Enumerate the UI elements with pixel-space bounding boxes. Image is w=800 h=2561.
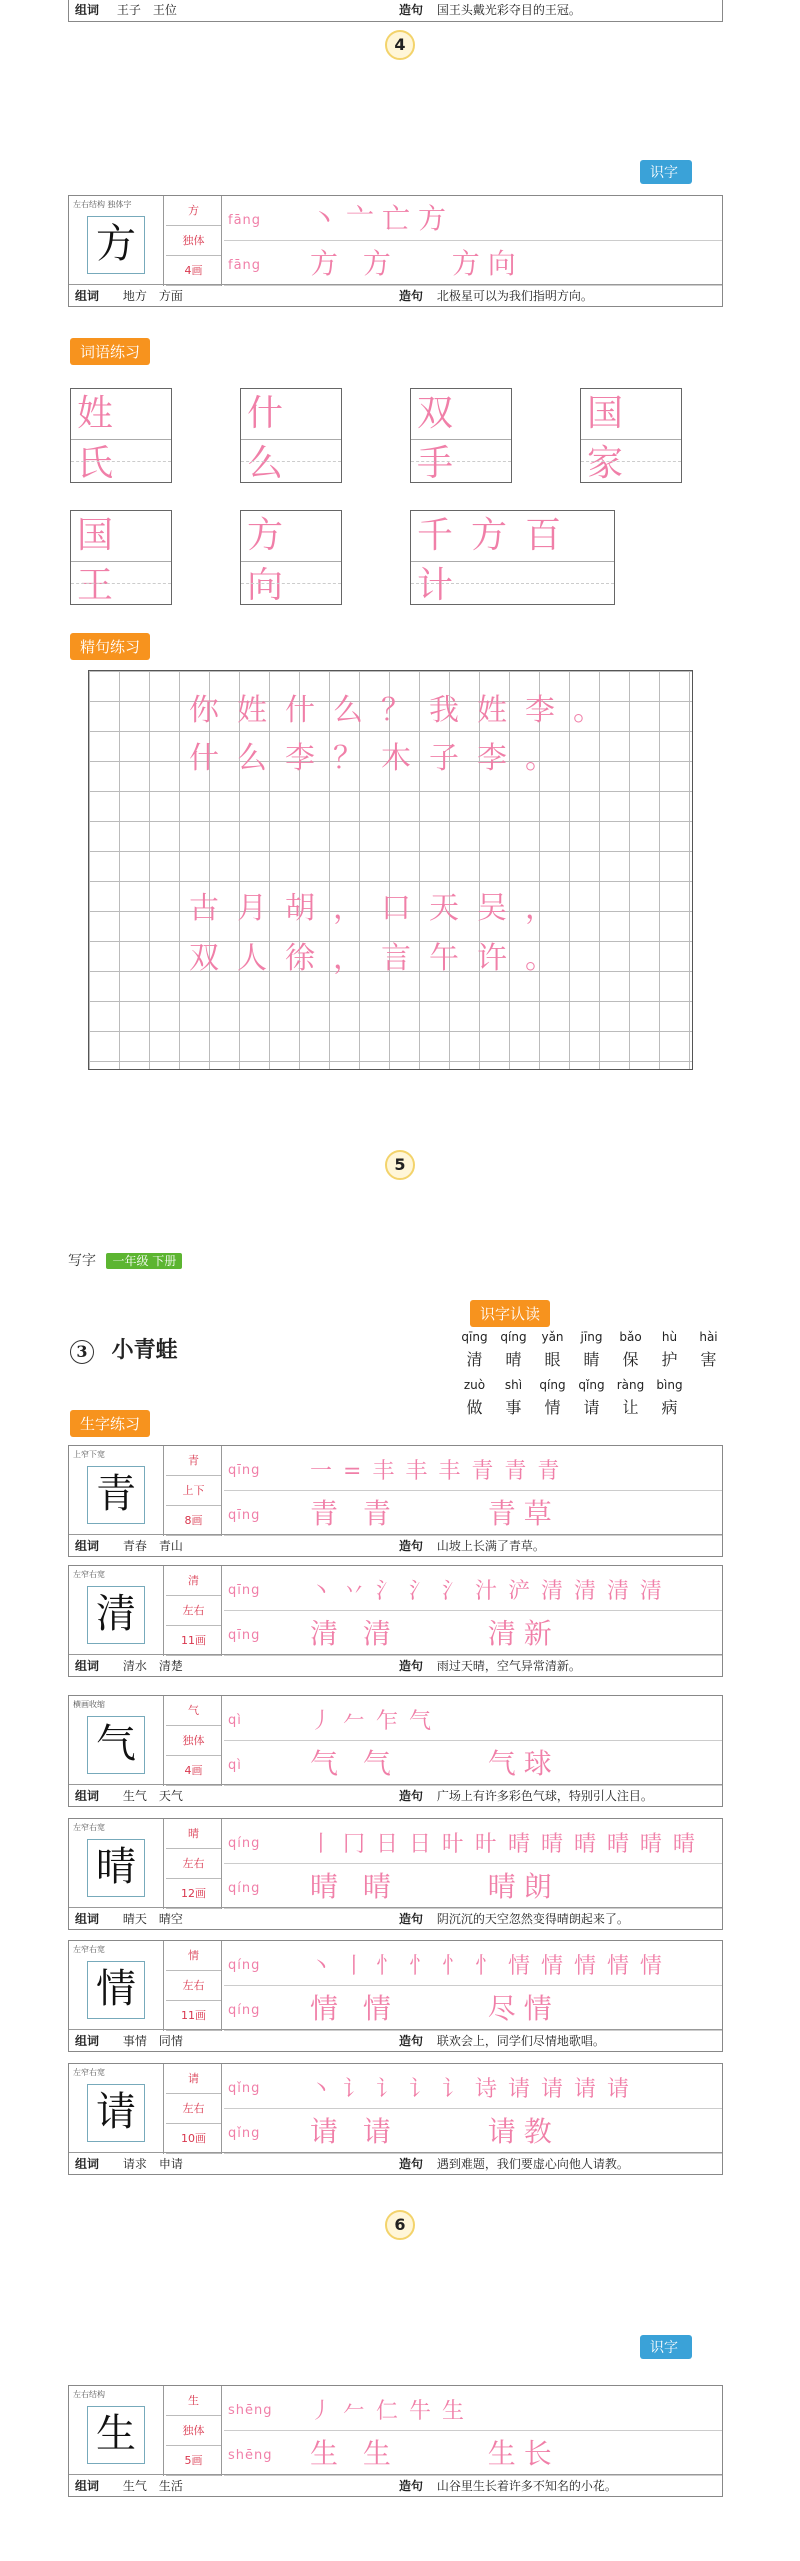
practice-row xyxy=(224,1864,722,1909)
words: 生气 生活 xyxy=(122,2479,183,2493)
word-box xyxy=(410,510,615,605)
lesson-title xyxy=(70,1333,178,1364)
char-meta xyxy=(166,1819,222,1909)
foot-label: 组词 xyxy=(75,1659,100,1673)
section-title-juzi: 精句练习 xyxy=(70,633,150,660)
sent-label: 造句 xyxy=(399,2034,424,2048)
sentence: 联欢会上，同学们尽情地歌唱。 xyxy=(436,2034,605,2048)
stroke-order: 丶 丨 忄 忄 忄 忄 情 情 情 情 情 xyxy=(310,1954,664,1979)
page-number: 4 xyxy=(385,30,415,60)
sentence-row xyxy=(399,1785,653,1807)
structure: 左右 xyxy=(166,1971,221,2001)
word: 什么 xyxy=(247,393,302,484)
structure-hint: 上窄下宽 xyxy=(73,1450,105,1459)
stroke-count: 8画 xyxy=(166,1506,221,1536)
foot-label: 组词 xyxy=(75,2157,100,2171)
sentence-row xyxy=(399,1908,629,1930)
card-foot xyxy=(69,2029,722,2051)
stroke-row xyxy=(224,1696,722,1741)
structure-hint: 左窄右宽 xyxy=(73,1823,105,1832)
writing-grid xyxy=(224,2386,722,2476)
stroke-row xyxy=(224,1819,722,1864)
radical: 方 xyxy=(166,196,221,226)
radical: 气 xyxy=(166,1696,221,1726)
char-meta xyxy=(166,2064,222,2154)
big-char: 青 xyxy=(87,1466,145,1524)
card-foot xyxy=(69,1534,722,1556)
stroke-row xyxy=(224,2064,722,2109)
sent-label: 造句 xyxy=(399,2479,424,2493)
practice-chars: 请 请 请教 xyxy=(310,2115,560,2148)
foot-label: 组词 xyxy=(75,2034,100,2048)
stroke-row xyxy=(224,1446,722,1491)
words: 请求 申请 xyxy=(122,2157,183,2171)
words: 事情 同情 xyxy=(122,2034,183,2048)
char-meta xyxy=(166,1446,222,1536)
practice-chars: 晴 晴 晴朗 xyxy=(310,1870,560,1903)
structure-hint: 左窄右宽 xyxy=(73,1945,105,1954)
practice-chars: 气 气 气球 xyxy=(310,1747,560,1780)
char-box xyxy=(69,196,164,286)
practice-row xyxy=(224,241,722,286)
lesson-name: 小青蛙 xyxy=(111,1337,178,1363)
practice-row xyxy=(224,1986,722,2031)
practice-chars: 清 清 清新 xyxy=(310,1617,560,1650)
words: 生气 天气 xyxy=(122,1789,183,1803)
grade-badge: 一年级 下册 xyxy=(106,1253,182,1269)
stroke-count: 4画 xyxy=(166,1756,221,1786)
word-box xyxy=(240,510,342,605)
structure: 左右 xyxy=(166,2094,221,2124)
pinyin: qīng xyxy=(228,1463,261,1478)
word: 国家 xyxy=(587,393,642,484)
practice-chars: 青 青 青草 xyxy=(310,1497,560,1530)
big-char: 晴 xyxy=(87,1839,145,1897)
structure: 左右 xyxy=(166,1849,221,1879)
pinyin: qīng xyxy=(228,1508,261,1523)
card-foot xyxy=(69,1784,722,1806)
pinyin: qíng xyxy=(228,1836,261,1851)
char-card xyxy=(68,2063,723,2175)
shizi-tag: 识字 xyxy=(640,2335,692,2359)
pinyin: fāng xyxy=(228,258,262,273)
big-char: 气 xyxy=(87,1716,145,1774)
word-box xyxy=(410,388,512,483)
big-char: 方 xyxy=(87,216,145,274)
foot-label: 组词 xyxy=(75,1789,100,1803)
writing-grid xyxy=(224,1941,722,2031)
word: 方向 xyxy=(247,515,302,606)
section-title-rendu: 识字认读 xyxy=(470,1300,550,1327)
big-char: 清 xyxy=(87,1586,145,1644)
sentence-line: 古月胡，口天吴， xyxy=(189,891,573,926)
stroke-order: 一 = 丰 丰 丰 青 青 青 xyxy=(310,1459,562,1484)
sentence-line: 双人徐，言午许。 xyxy=(189,941,573,976)
section-title-practice: 生字练习 xyxy=(70,1410,150,1437)
words: 地方 方面 xyxy=(122,289,183,303)
radical: 青 xyxy=(166,1446,221,1476)
char-meta xyxy=(166,1941,222,2031)
practice-chars: 生 生 生长 xyxy=(310,2437,560,2470)
pinyin-row: qīng qíng yǎn jīng bǎo hù hài xyxy=(461,1330,718,1344)
char-box xyxy=(69,2064,164,2154)
char-card xyxy=(68,1818,723,1930)
word: 千方百计 xyxy=(417,515,580,606)
sentence: 山谷里生长着许多不知名的小花。 xyxy=(436,2479,617,2493)
big-char: 生 xyxy=(87,2406,145,2464)
sentence-line: 什么李？木子李。 xyxy=(189,741,573,776)
sentence-row xyxy=(399,2030,605,2052)
structure-hint: 左窄右宽 xyxy=(73,1570,105,1579)
top-word-band xyxy=(68,0,723,22)
stroke-order: 丶 丷 氵 氵 氵 汁 浐 清 清 清 清 xyxy=(310,1579,664,1604)
char-box xyxy=(69,2386,164,2476)
card-foot xyxy=(69,1907,722,1929)
words: 青春 青山 xyxy=(122,1539,183,1553)
stroke-count: 5画 xyxy=(166,2446,221,2476)
pinyin: qīng xyxy=(228,1583,261,1598)
sent-label: 造句 xyxy=(399,289,424,303)
char-box xyxy=(69,1819,164,1909)
hanzi-row: 清 晴 眼 睛 保 护 害 xyxy=(466,1350,717,1369)
stroke-order: 丶 讠 讠 讠 讠 诗 请 请 请 请 xyxy=(310,2077,631,2102)
pinyin: qǐng xyxy=(228,2081,261,2096)
sentence-row xyxy=(399,0,581,20)
writing-grid xyxy=(224,1819,722,1909)
char-card xyxy=(68,1565,723,1677)
char-card xyxy=(68,1940,723,2052)
practice-chars: 情 情 尽情 xyxy=(310,1992,560,2025)
radical: 请 xyxy=(166,2064,221,2094)
char-card xyxy=(68,2385,723,2497)
word: 国王 xyxy=(77,515,132,606)
book-logo xyxy=(68,1250,182,1270)
writing-grid xyxy=(224,1446,722,1536)
practice-row xyxy=(224,1741,722,1786)
stroke-row xyxy=(224,1566,722,1611)
stroke-count: 10画 xyxy=(166,2124,221,2154)
writing-grid xyxy=(224,2064,722,2154)
word-box xyxy=(70,388,172,483)
sentence-grid xyxy=(88,670,693,1070)
writing-grid xyxy=(224,1566,722,1656)
lesson-number: 3 xyxy=(70,1340,94,1364)
practice-row xyxy=(224,1491,722,1536)
word: 双手 xyxy=(417,393,472,484)
char-box xyxy=(69,1941,164,2031)
pinyin: shēng xyxy=(228,2448,273,2463)
char-meta xyxy=(166,2386,222,2476)
writing-grid xyxy=(224,196,722,286)
sent-label: 造句 xyxy=(399,1912,424,1926)
stroke-order: 丿 𠂉 仁 牛 生 xyxy=(310,2399,466,2424)
pinyin: qǐng xyxy=(228,2126,261,2141)
practice-row xyxy=(224,1611,722,1656)
stroke-order: 丨 冂 日 日 旪 旪 晴 晴 晴 晴 晴 晴 xyxy=(310,1832,697,1857)
radical: 清 xyxy=(166,1566,221,1596)
sentence: 山坡上长满了青草。 xyxy=(436,1539,545,1553)
pinyin: qīng xyxy=(228,1628,261,1643)
card-foot xyxy=(69,284,722,306)
practice-row xyxy=(224,2109,722,2154)
sent-label: 造句 xyxy=(399,1659,424,1673)
sentence-line: 你姓什么？我姓李。 xyxy=(189,693,621,728)
structure-hint: 左右结构 xyxy=(73,2390,105,2399)
stroke-order: 丶亠亡方 xyxy=(310,202,455,235)
pinyin: fāng xyxy=(228,213,262,228)
char-box xyxy=(69,1696,164,1786)
char-meta xyxy=(166,1566,222,1656)
word: 姓氏 xyxy=(77,393,132,484)
structure: 独体 xyxy=(166,1726,221,1756)
char-meta xyxy=(166,1696,222,1786)
structure-hint: 左窄右宽 xyxy=(73,2068,105,2077)
practice-chars: 方 方 方向 xyxy=(310,247,524,280)
structure-hint: 左右结构 独体字 xyxy=(73,200,132,209)
card-foot xyxy=(69,2152,722,2174)
pinyin: qì xyxy=(228,1713,242,1728)
hanzi-row: 做 事 情 请 让 病 xyxy=(466,1398,678,1417)
pinyin-row: zuò shì qíng qǐng ràng bìng xyxy=(463,1378,683,1392)
char-card xyxy=(68,1445,723,1557)
big-char: 情 xyxy=(87,1961,145,2019)
section-title-ciyu: 词语练习 xyxy=(70,338,150,365)
pinyin: qíng xyxy=(228,2003,261,2018)
structure-hint: 横画收缩 xyxy=(73,1700,105,1709)
foot-label: 组词 xyxy=(75,1912,100,1926)
stroke-count: 4画 xyxy=(166,256,221,286)
radical: 晴 xyxy=(166,1819,221,1849)
sentence: 雨过天晴，空气异常清新。 xyxy=(436,1659,581,1673)
sentence-row xyxy=(399,1655,581,1677)
word-box xyxy=(70,510,172,605)
sentence-row xyxy=(399,285,593,307)
foot-label: 组词 xyxy=(75,289,100,303)
pinyin: qì xyxy=(228,1758,242,1773)
sent-label: 造句 xyxy=(399,1539,424,1553)
sentence-row xyxy=(399,1535,545,1557)
card-foot xyxy=(69,2474,722,2496)
foot-label: 组词 xyxy=(75,2479,100,2493)
char-box xyxy=(69,1566,164,1656)
writing-grid xyxy=(224,1696,722,1786)
char-meta xyxy=(166,196,222,286)
stroke-count: 11画 xyxy=(166,1626,221,1656)
big-char: 请 xyxy=(87,2084,145,2142)
page-number: 6 xyxy=(385,2210,415,2240)
structure: 左右 xyxy=(166,1596,221,1626)
sentence: 国王头戴光彩夺目的王冠。 xyxy=(436,3,581,17)
radical: 生 xyxy=(166,2386,221,2416)
char-card-fang xyxy=(68,195,723,307)
sentence-row xyxy=(399,2475,617,2497)
sentence: 遇到难题，我们要虚心向他人请教。 xyxy=(436,2157,629,2171)
words: 清水 清楚 xyxy=(122,1659,183,1673)
pinyin: shēng xyxy=(228,2403,273,2418)
words: 王子 王位 xyxy=(116,3,177,17)
stroke-row xyxy=(224,196,722,241)
stroke-count: 11画 xyxy=(166,2001,221,2031)
pinyin: qíng xyxy=(228,1958,261,1973)
stroke-count: 12画 xyxy=(166,1879,221,1909)
sentence-row xyxy=(399,2153,629,2175)
foot-label: 组词 xyxy=(75,1539,100,1553)
structure: 上下 xyxy=(166,1476,221,1506)
sent-label: 造句 xyxy=(399,2157,424,2171)
book-name: 写字 xyxy=(68,1253,96,1269)
sentence: 北极星可以为我们指明方向。 xyxy=(436,289,593,303)
pinyin: qíng xyxy=(228,1881,261,1896)
char-card xyxy=(68,1695,723,1807)
sentence: 广场上有许多彩色气球，特别引人注目。 xyxy=(436,1789,653,1803)
sent-label: 造句 xyxy=(399,1789,424,1803)
words: 晴天 晴空 xyxy=(122,1912,183,1926)
shizi-tag: 识字 xyxy=(640,160,692,184)
char-box xyxy=(69,1446,164,1536)
foot-label: 组词 xyxy=(75,3,100,17)
stroke-order: 丿 𠂉 乍 气 xyxy=(310,1709,433,1734)
stroke-row xyxy=(224,1941,722,1986)
sentence: 阴沉沉的天空忽然变得晴朗起来了。 xyxy=(436,1912,629,1926)
page-number: 5 xyxy=(385,1150,415,1180)
structure: 独体 xyxy=(166,2416,221,2446)
radical: 情 xyxy=(166,1941,221,1971)
word-box xyxy=(580,388,682,483)
practice-row xyxy=(224,2431,722,2476)
sent-label: 造句 xyxy=(399,3,424,17)
word-box xyxy=(240,388,342,483)
stroke-row xyxy=(224,2386,722,2431)
card-foot xyxy=(69,1654,722,1676)
structure: 独体 xyxy=(166,226,221,256)
